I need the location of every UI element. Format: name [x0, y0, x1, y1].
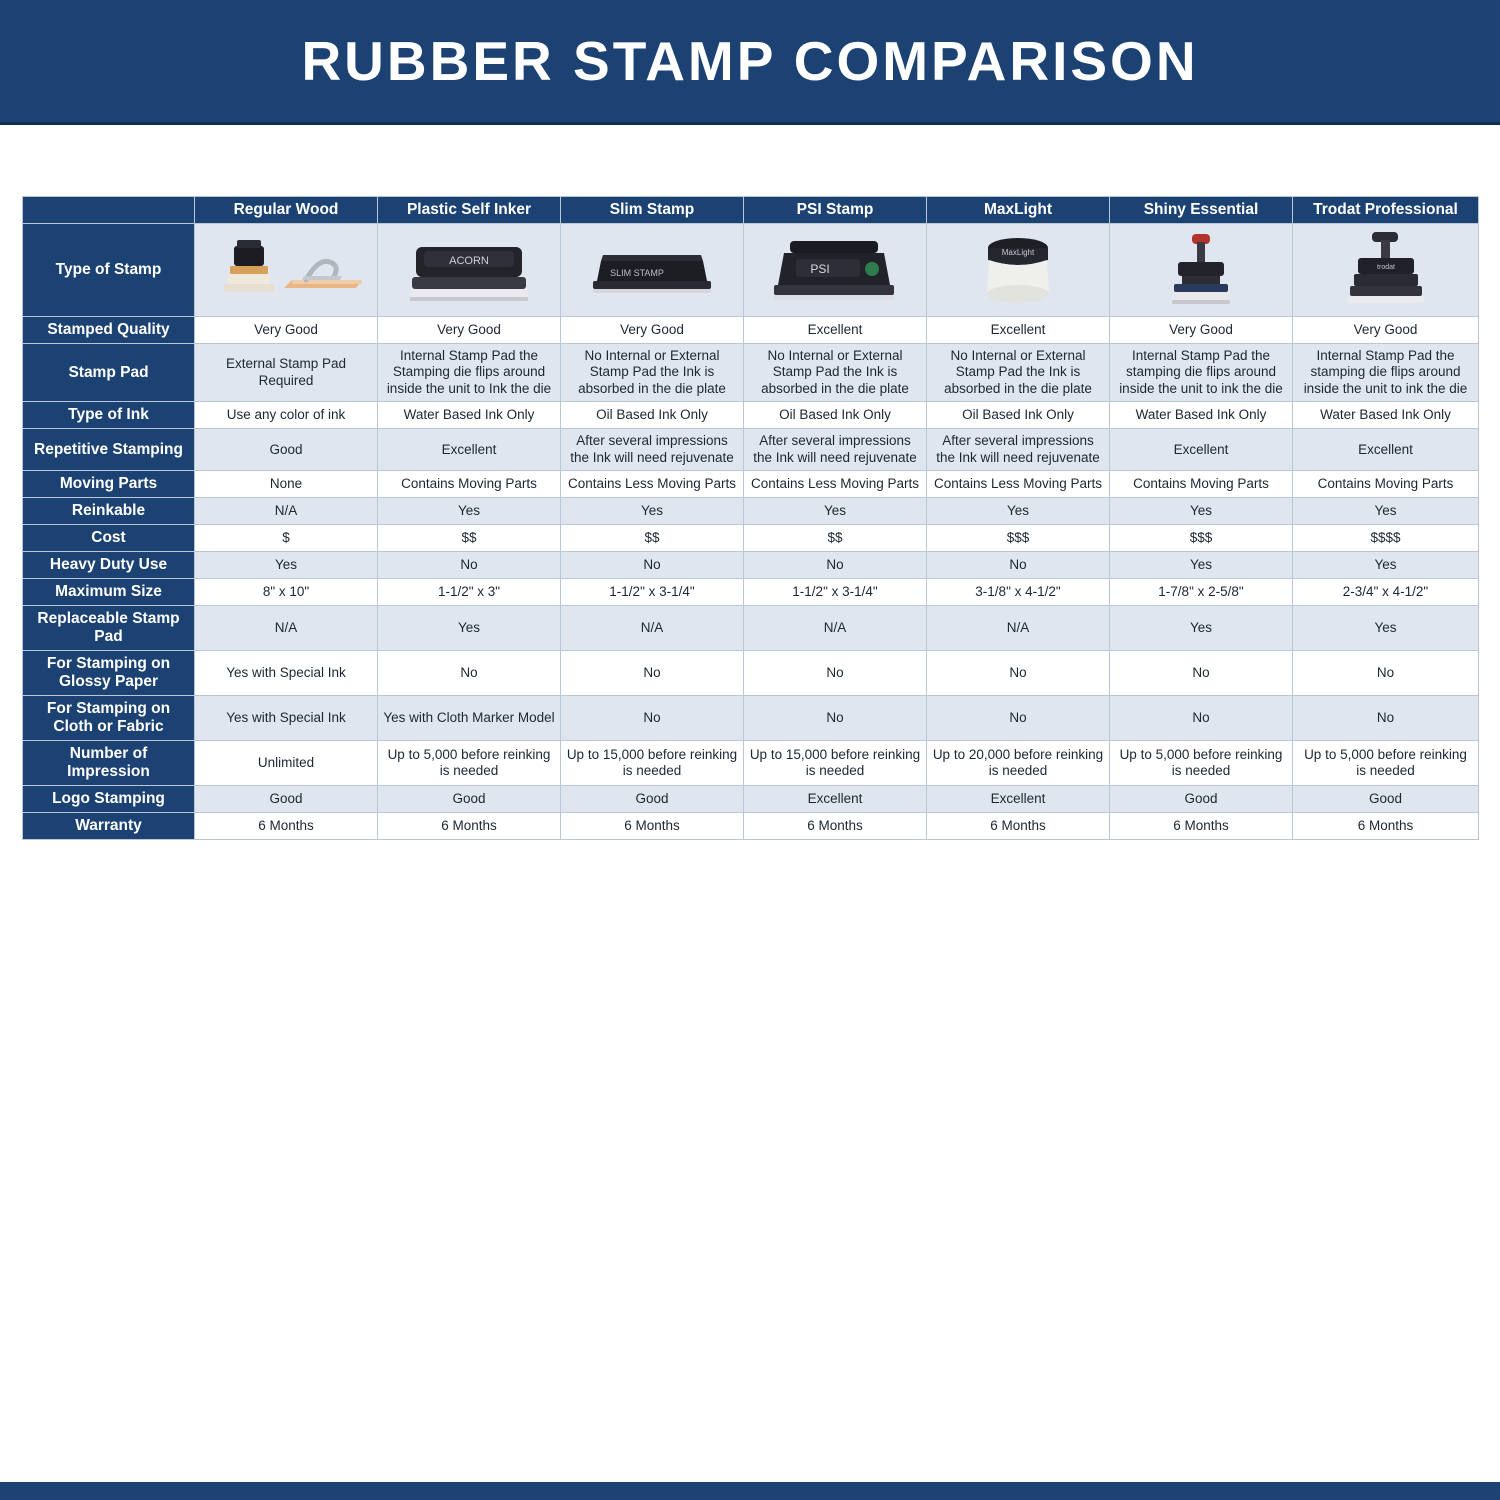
- cell-repetitive-stamping-shiny-essential: Excellent: [1110, 429, 1293, 471]
- comparison-table: [22, 196, 1479, 840]
- cell-stamp-pad-plastic-self-inker: Internal Stamp Pad the Stamping die flips around inside the unit to Ink the die: [378, 344, 561, 402]
- stamp-image-cell-regular-wood: [195, 224, 378, 317]
- cell-warranty-slim-stamp: 6 Months: [561, 813, 744, 840]
- cell-logo-stamping-trodat-professional: Good: [1293, 786, 1479, 813]
- cell-heavy-duty-use-shiny-essential: Yes: [1110, 552, 1293, 579]
- cell-replaceable-stamp-pad-shiny-essential: Yes: [1110, 606, 1293, 651]
- shiny-essential-stamp-icon: [1156, 228, 1246, 312]
- header-corner: [23, 197, 195, 224]
- cell-reinkable-shiny-essential: Yes: [1110, 498, 1293, 525]
- cell-moving-parts-regular-wood: None: [195, 471, 378, 498]
- cell-moving-parts-maxlight: Contains Less Moving Parts: [927, 471, 1110, 498]
- plastic-self-inker-icon: [394, 231, 544, 309]
- cell-warranty-shiny-essential: 6 Months: [1110, 813, 1293, 840]
- cell-cost-maxlight: $$$: [927, 525, 1110, 552]
- table-row: [23, 471, 1479, 498]
- cell-cloth-or-fabric-trodat-professional: No: [1293, 696, 1479, 741]
- cell-replaceable-stamp-pad-regular-wood: N/A: [195, 606, 378, 651]
- cell-type-of-ink-slim-stamp: Oil Based Ink Only: [561, 402, 744, 429]
- cell-repetitive-stamping-plastic-self-inker: Excellent: [378, 429, 561, 471]
- cell-number-of-impression-plastic-self-inker: Up to 5,000 before reinking is needed: [378, 741, 561, 786]
- column-header-psi-stamp: PSI Stamp: [744, 197, 927, 224]
- cell-logo-stamping-slim-stamp: Good: [561, 786, 744, 813]
- table-row: [23, 606, 1479, 651]
- cell-glossy-paper-slim-stamp: No: [561, 651, 744, 696]
- column-header-regular-wood: Regular Wood: [195, 197, 378, 224]
- cell-logo-stamping-maxlight: Excellent: [927, 786, 1110, 813]
- cell-warranty-psi-stamp: 6 Months: [744, 813, 927, 840]
- cell-stamp-pad-psi-stamp: No Internal or External Stamp Pad the Ink is absorbed in the die plate: [744, 344, 927, 402]
- cell-heavy-duty-use-psi-stamp: No: [744, 552, 927, 579]
- stamp-image-cell-slim-stamp: [561, 224, 744, 317]
- column-header-trodat-professional: Trodat Professional: [1293, 197, 1479, 224]
- cell-stamp-pad-shiny-essential: Internal Stamp Pad the stamping die flips around inside the unit to ink the die: [1110, 344, 1293, 402]
- table-row: [23, 786, 1479, 813]
- cell-heavy-duty-use-slim-stamp: No: [561, 552, 744, 579]
- row-label-stamp-pad: Stamp Pad: [23, 344, 195, 402]
- row-label-type-of-stamp: Type of Stamp: [23, 224, 195, 317]
- cell-moving-parts-psi-stamp: Contains Less Moving Parts: [744, 471, 927, 498]
- psi-stamp-icon: [760, 231, 910, 309]
- cell-cloth-or-fabric-psi-stamp: No: [744, 696, 927, 741]
- row-label-cloth-or-fabric: For Stamping on Cloth or Fabric: [23, 696, 195, 741]
- cell-type-of-ink-psi-stamp: Oil Based Ink Only: [744, 402, 927, 429]
- cell-logo-stamping-plastic-self-inker: Good: [378, 786, 561, 813]
- row-label-type-of-ink: Type of Ink: [23, 402, 195, 429]
- row-label-reinkable: Reinkable: [23, 498, 195, 525]
- column-header-maxlight: MaxLight: [927, 197, 1110, 224]
- cell-type-of-ink-regular-wood: Use any color of ink: [195, 402, 378, 429]
- cell-repetitive-stamping-maxlight: After several impressions the Ink will need rejuvenate: [927, 429, 1110, 471]
- cell-cost-psi-stamp: $$: [744, 525, 927, 552]
- trodat-professional-stamp-icon: [1336, 228, 1436, 312]
- cell-stamped-quality-regular-wood: Very Good: [195, 317, 378, 344]
- cell-warranty-regular-wood: 6 Months: [195, 813, 378, 840]
- stamp-image-cell-plastic-self-inker: [378, 224, 561, 317]
- row-label-logo-stamping: Logo Stamping: [23, 786, 195, 813]
- cell-type-of-ink-plastic-self-inker: Water Based Ink Only: [378, 402, 561, 429]
- cell-glossy-paper-regular-wood: Yes with Special Ink: [195, 651, 378, 696]
- cell-logo-stamping-psi-stamp: Excellent: [744, 786, 927, 813]
- cell-stamped-quality-shiny-essential: Very Good: [1110, 317, 1293, 344]
- cell-heavy-duty-use-regular-wood: Yes: [195, 552, 378, 579]
- row-label-heavy-duty-use: Heavy Duty Use: [23, 552, 195, 579]
- cell-cost-shiny-essential: $$$: [1110, 525, 1293, 552]
- cell-cost-plastic-self-inker: $$: [378, 525, 561, 552]
- svg-text:SLIM STAMP: SLIM STAMP: [610, 268, 664, 278]
- cell-number-of-impression-maxlight: Up to 20,000 before reinking is needed: [927, 741, 1110, 786]
- cell-cost-slim-stamp: $$: [561, 525, 744, 552]
- cell-replaceable-stamp-pad-trodat-professional: Yes: [1293, 606, 1479, 651]
- table-row: [23, 317, 1479, 344]
- cell-number-of-impression-trodat-professional: Up to 5,000 before reinking is needed: [1293, 741, 1479, 786]
- cell-moving-parts-slim-stamp: Contains Less Moving Parts: [561, 471, 744, 498]
- cell-maximum-size-plastic-self-inker: 1-1/2" x 3": [378, 579, 561, 606]
- page-footer: [0, 1482, 1500, 1500]
- cell-cloth-or-fabric-shiny-essential: No: [1110, 696, 1293, 741]
- cell-stamped-quality-slim-stamp: Very Good: [561, 317, 744, 344]
- cell-glossy-paper-trodat-professional: No: [1293, 651, 1479, 696]
- cell-warranty-plastic-self-inker: 6 Months: [378, 813, 561, 840]
- cell-warranty-trodat-professional: 6 Months: [1293, 813, 1479, 840]
- column-header-plastic-self-inker: Plastic Self Inker: [378, 197, 561, 224]
- cell-reinkable-trodat-professional: Yes: [1293, 498, 1479, 525]
- cell-cloth-or-fabric-plastic-self-inker: Yes with Cloth Marker Model: [378, 696, 561, 741]
- cell-type-of-ink-maxlight: Oil Based Ink Only: [927, 402, 1110, 429]
- stamp-image-cell-maxlight: [927, 224, 1110, 317]
- row-label-warranty: Warranty: [23, 813, 195, 840]
- cell-number-of-impression-slim-stamp: Up to 15,000 before reinking is needed: [561, 741, 744, 786]
- cell-warranty-maxlight: 6 Months: [927, 813, 1110, 840]
- cell-number-of-impression-regular-wood: Unlimited: [195, 741, 378, 786]
- cell-heavy-duty-use-maxlight: No: [927, 552, 1110, 579]
- cell-number-of-impression-shiny-essential: Up to 5,000 before reinking is needed: [1110, 741, 1293, 786]
- cell-stamp-pad-slim-stamp: No Internal or External Stamp Pad the Ink is absorbed in the die plate: [561, 344, 744, 402]
- cell-stamped-quality-plastic-self-inker: Very Good: [378, 317, 561, 344]
- cell-maximum-size-shiny-essential: 1-7/8" x 2-5/8": [1110, 579, 1293, 606]
- row-label-repetitive-stamping: Repetitive Stamping: [23, 429, 195, 471]
- cell-glossy-paper-maxlight: No: [927, 651, 1110, 696]
- stamp-image-cell-trodat-professional: [1293, 224, 1479, 317]
- page-header: [0, 0, 1500, 122]
- cell-replaceable-stamp-pad-psi-stamp: N/A: [744, 606, 927, 651]
- cell-replaceable-stamp-pad-plastic-self-inker: Yes: [378, 606, 561, 651]
- table-row: [23, 651, 1479, 696]
- cell-type-of-ink-trodat-professional: Water Based Ink Only: [1293, 402, 1479, 429]
- row-label-replaceable-stamp-pad: Replaceable Stamp Pad: [23, 606, 195, 651]
- table-row: [23, 498, 1479, 525]
- cell-repetitive-stamping-regular-wood: Good: [195, 429, 378, 471]
- maxlight-stamp-icon: [963, 230, 1073, 310]
- row-label-cost: Cost: [23, 525, 195, 552]
- table-row-stamp-images: [23, 224, 1479, 317]
- stamp-image-cell-shiny-essential: [1110, 224, 1293, 317]
- cell-maximum-size-trodat-professional: 2-3/4" x 4-1/2": [1293, 579, 1479, 606]
- svg-text:ACORN: ACORN: [449, 255, 489, 267]
- cell-repetitive-stamping-psi-stamp: After several impressions the Ink will need rejuvenate: [744, 429, 927, 471]
- svg-text:MaxLight: MaxLight: [1001, 248, 1035, 257]
- cell-glossy-paper-psi-stamp: No: [744, 651, 927, 696]
- cell-reinkable-psi-stamp: Yes: [744, 498, 927, 525]
- table-body: [23, 224, 1479, 840]
- wood-stamp-icon: [206, 230, 366, 310]
- page-title: RUBBER STAMP COMPARISON: [301, 30, 1199, 92]
- row-label-glossy-paper: For Stamping on Glossy Paper: [23, 651, 195, 696]
- cell-glossy-paper-plastic-self-inker: No: [378, 651, 561, 696]
- cell-moving-parts-trodat-professional: Contains Moving Parts: [1293, 471, 1479, 498]
- cell-reinkable-regular-wood: N/A: [195, 498, 378, 525]
- cell-cost-trodat-professional: $$$$: [1293, 525, 1479, 552]
- cell-heavy-duty-use-trodat-professional: Yes: [1293, 552, 1479, 579]
- table-row: [23, 344, 1479, 402]
- cell-repetitive-stamping-slim-stamp: After several impressions the Ink will need rejuvenate: [561, 429, 744, 471]
- table-row: [23, 552, 1479, 579]
- slim-stamp-icon: [577, 235, 727, 305]
- cell-stamped-quality-maxlight: Excellent: [927, 317, 1110, 344]
- svg-text:PSI: PSI: [810, 262, 830, 276]
- row-label-maximum-size: Maximum Size: [23, 579, 195, 606]
- header-divider: [0, 122, 1500, 128]
- cell-number-of-impression-psi-stamp: Up to 15,000 before reinking is needed: [744, 741, 927, 786]
- cell-maximum-size-slim-stamp: 1-1/2" x 3-1/4": [561, 579, 744, 606]
- table-row: [23, 402, 1479, 429]
- cell-replaceable-stamp-pad-maxlight: N/A: [927, 606, 1110, 651]
- table-header-row: [23, 197, 1479, 224]
- table-row: [23, 741, 1479, 786]
- cell-logo-stamping-regular-wood: Good: [195, 786, 378, 813]
- table-row: [23, 429, 1479, 471]
- cell-cloth-or-fabric-slim-stamp: No: [561, 696, 744, 741]
- cell-stamp-pad-regular-wood: External Stamp Pad Required: [195, 344, 378, 402]
- cell-cost-regular-wood: $: [195, 525, 378, 552]
- table-row: [23, 525, 1479, 552]
- svg-text:trodat: trodat: [1376, 264, 1395, 271]
- cell-moving-parts-shiny-essential: Contains Moving Parts: [1110, 471, 1293, 498]
- cell-reinkable-maxlight: Yes: [927, 498, 1110, 525]
- cell-cloth-or-fabric-regular-wood: Yes with Special Ink: [195, 696, 378, 741]
- row-label-moving-parts: Moving Parts: [23, 471, 195, 498]
- cell-stamped-quality-trodat-professional: Very Good: [1293, 317, 1479, 344]
- cell-type-of-ink-shiny-essential: Water Based Ink Only: [1110, 402, 1293, 429]
- cell-maximum-size-regular-wood: 8" x 10": [195, 579, 378, 606]
- table-row: [23, 579, 1479, 606]
- table-row: [23, 696, 1479, 741]
- cell-stamp-pad-maxlight: No Internal or External Stamp Pad the Ink is absorbed in the die plate: [927, 344, 1110, 402]
- stamp-image-cell-psi-stamp: [744, 224, 927, 317]
- row-label-number-of-impression: Number of Impression: [23, 741, 195, 786]
- cell-logo-stamping-shiny-essential: Good: [1110, 786, 1293, 813]
- cell-repetitive-stamping-trodat-professional: Excellent: [1293, 429, 1479, 471]
- cell-glossy-paper-shiny-essential: No: [1110, 651, 1293, 696]
- cell-maximum-size-psi-stamp: 1-1/2" x 3-1/4": [744, 579, 927, 606]
- row-label-stamped-quality: Stamped Quality: [23, 317, 195, 344]
- cell-heavy-duty-use-plastic-self-inker: No: [378, 552, 561, 579]
- cell-reinkable-slim-stamp: Yes: [561, 498, 744, 525]
- column-header-shiny-essential: Shiny Essential: [1110, 197, 1293, 224]
- cell-stamped-quality-psi-stamp: Excellent: [744, 317, 927, 344]
- cell-replaceable-stamp-pad-slim-stamp: N/A: [561, 606, 744, 651]
- column-header-slim-stamp: Slim Stamp: [561, 197, 744, 224]
- cell-stamp-pad-trodat-professional: Internal Stamp Pad the stamping die flips around inside the unit to ink the die: [1293, 344, 1479, 402]
- cell-reinkable-plastic-self-inker: Yes: [378, 498, 561, 525]
- cell-moving-parts-plastic-self-inker: Contains Moving Parts: [378, 471, 561, 498]
- comparison-table-wrapper: [22, 196, 1478, 840]
- cell-cloth-or-fabric-maxlight: No: [927, 696, 1110, 741]
- table-row: [23, 813, 1479, 840]
- cell-maximum-size-maxlight: 3-1/8" x 4-1/2": [927, 579, 1110, 606]
